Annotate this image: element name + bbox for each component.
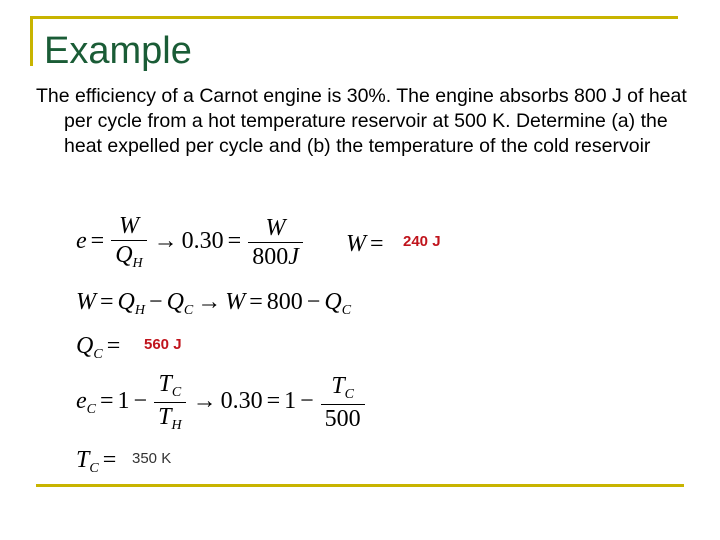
answer-temp-cold: 350 K [132,450,172,467]
equation-energy-balance: $W = Q_H - Q_C \to W = 800 - Q_C$ [76,289,352,318]
problem-statement [36,84,696,159]
equation-efficiency: e = $\frac{W}{Q_H}$ → 0.30 = $\frac{W}{800J}$ [76,214,306,271]
equation-carnot-efficiency: $e_C = 1$ − $\frac{T_C}{T_H}$ → 0.30 = 1 − $\frac{T_C}{500}$ [76,372,368,433]
equation-temp-cold: $T_C$ = [76,447,117,476]
equation-heat-cold: $Q_C$ = [76,333,121,362]
slide-title: Example [44,30,192,72]
frame-top-line [30,16,678,19]
equation-work-result: W = [346,231,384,257]
problem-text: The efficiency of a Carnot engine is 30%. The engine absorbs 800 J of heat per cycle from a hot temperature reservoir at 500 K. Determine (a) the heat expelled per cycle and (b) the temperature of the cold reservoir [36,85,687,157]
fraction-w-over-800j: $\frac{W}{800J}$ [248,216,303,269]
frame-left-line [30,16,33,66]
answer-work: 240 J [403,233,441,250]
fraction-tc-over-th: $\frac{T_C}{T_H}$ [154,372,185,433]
fraction-w-over-qh: $\frac{W}{Q_H}$ [111,214,146,271]
fraction-tc-over-500: $\frac{T_C}{500}$ [321,374,365,431]
frame-bottom-line [36,484,684,487]
answer-heat-cold: 560 J [144,336,182,353]
